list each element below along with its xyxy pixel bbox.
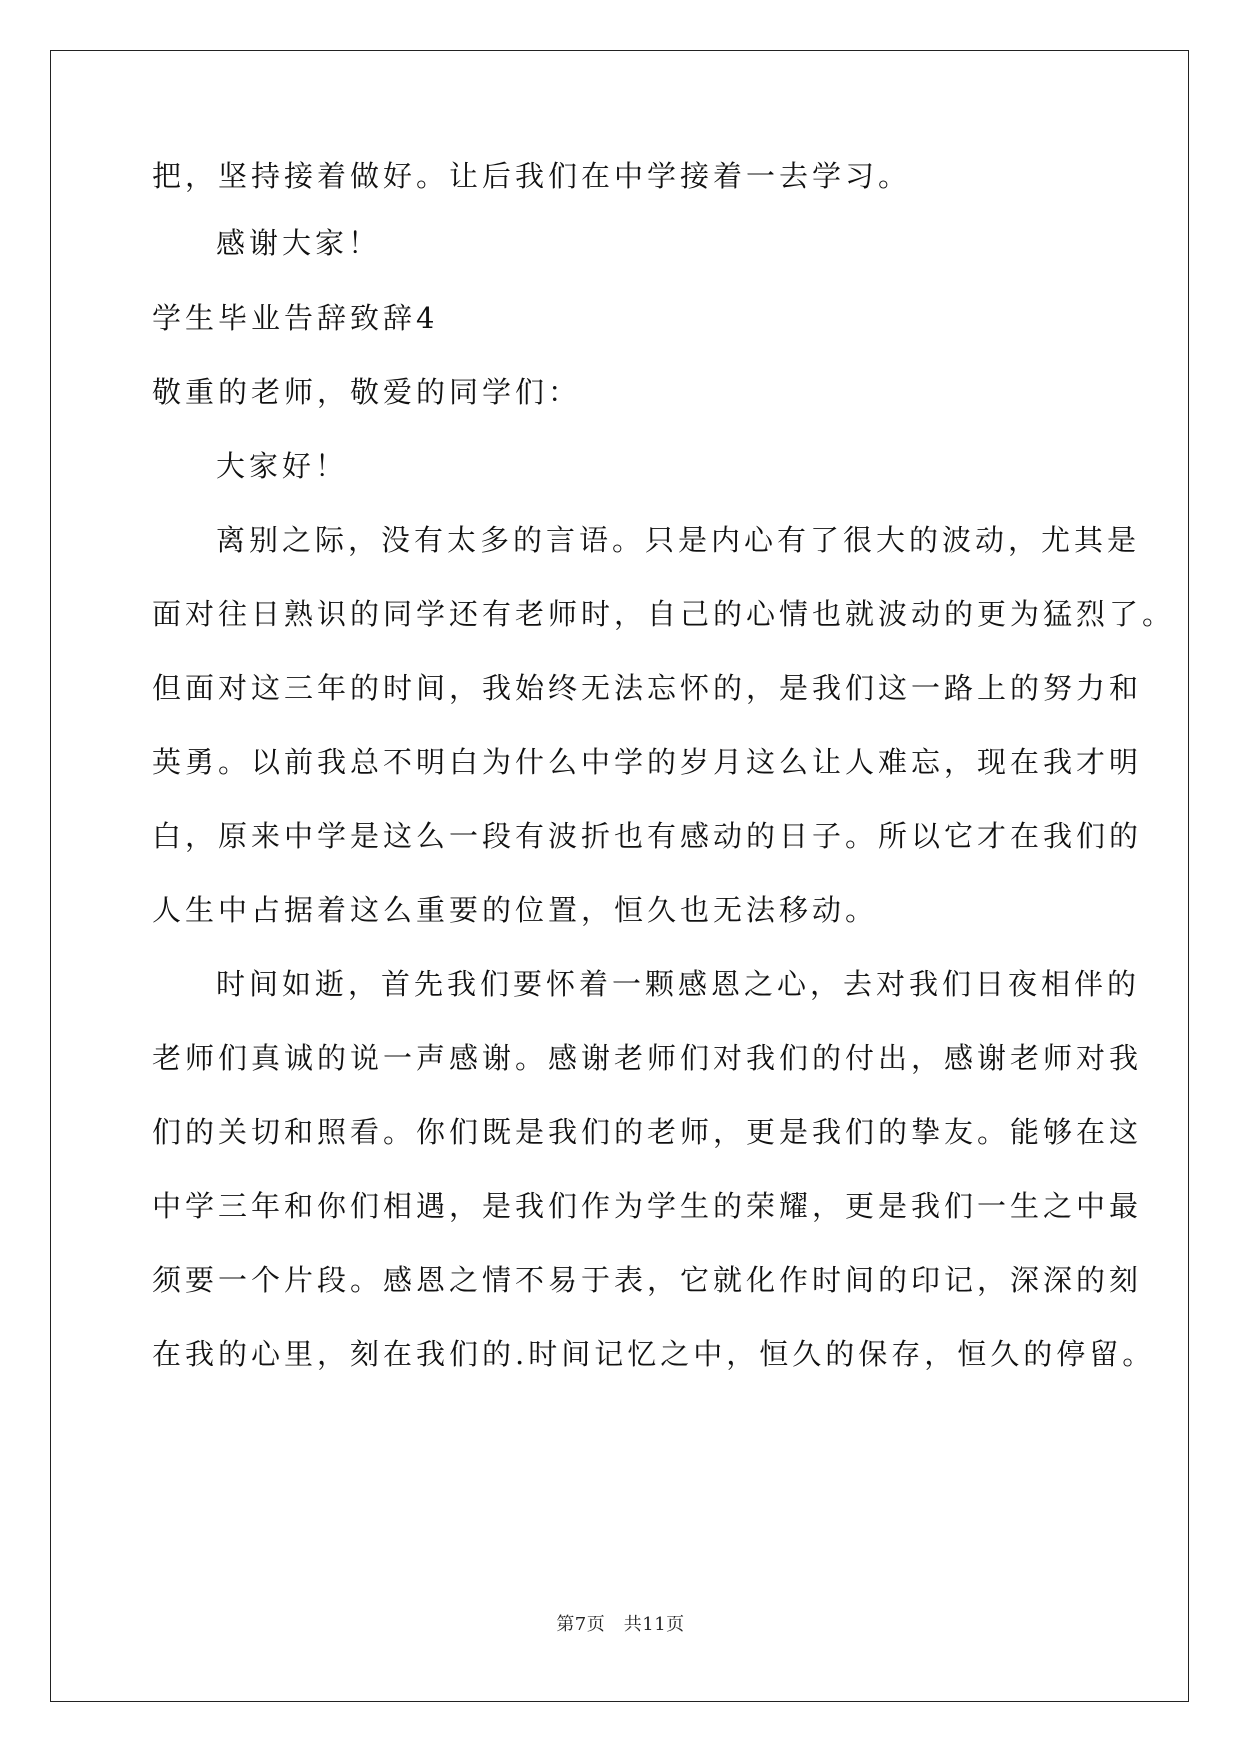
body-line: 中学三年和你们相遇，是我们作为学生的荣耀，更是我们一生之中最 xyxy=(152,1189,1143,1223)
body-line: 老师们真诚的说一声感谢。感谢老师们对我们的付出，感谢老师对我 xyxy=(152,1041,1143,1075)
body-line: 须要一个片段。感恩之情不易于表，它就化作时间的印记，深深的刻 xyxy=(152,1263,1143,1297)
body-line: 在我的心里，刻在我们的.时间记忆之中，恒久的保存，恒久的停留。 xyxy=(152,1337,1156,1371)
body-line: 白，原来中学是这么一段有波折也有感动的日子。所以它才在我们的 xyxy=(152,819,1143,853)
body-line: 们的关切和照看。你们既是我们的老师，更是我们的挚友。能够在这 xyxy=(152,1115,1143,1149)
body-line: 但面对这三年的时间，我始终无法忘怀的，是我们这一路上的努力和 xyxy=(152,671,1143,705)
page-number: 第7页 共11页 xyxy=(556,1614,685,1635)
section-title: 学生毕业告辞致辞4 xyxy=(152,301,439,335)
body-line: 人生中占据着这么重要的位置，恒久也无法移动。 xyxy=(152,893,879,927)
salutation: 敬重的老师，敬爱的同学们： xyxy=(152,375,582,409)
body-line: 时间如逝，首先我们要怀着一颗感恩之心，去对我们日夜相伴的 xyxy=(216,967,1141,1001)
closing-line: 感谢大家！ xyxy=(216,226,382,260)
body-line: 面对往日熟识的同学还有老师时，自己的心情也就波动的更为猛烈了。 xyxy=(152,597,1176,631)
greeting: 大家好！ xyxy=(216,449,349,483)
body-line: 把，坚持接着做好。让后我们在中学接着一去学习。 xyxy=(152,159,912,193)
body-line: 离别之际，没有太多的言语。只是内心有了很大的波动，尤其是 xyxy=(216,523,1141,557)
body-line: 英勇。以前我总不明白为什么中学的岁月这么让人难忘，现在我才明 xyxy=(152,745,1143,779)
page-frame xyxy=(50,50,1189,1702)
